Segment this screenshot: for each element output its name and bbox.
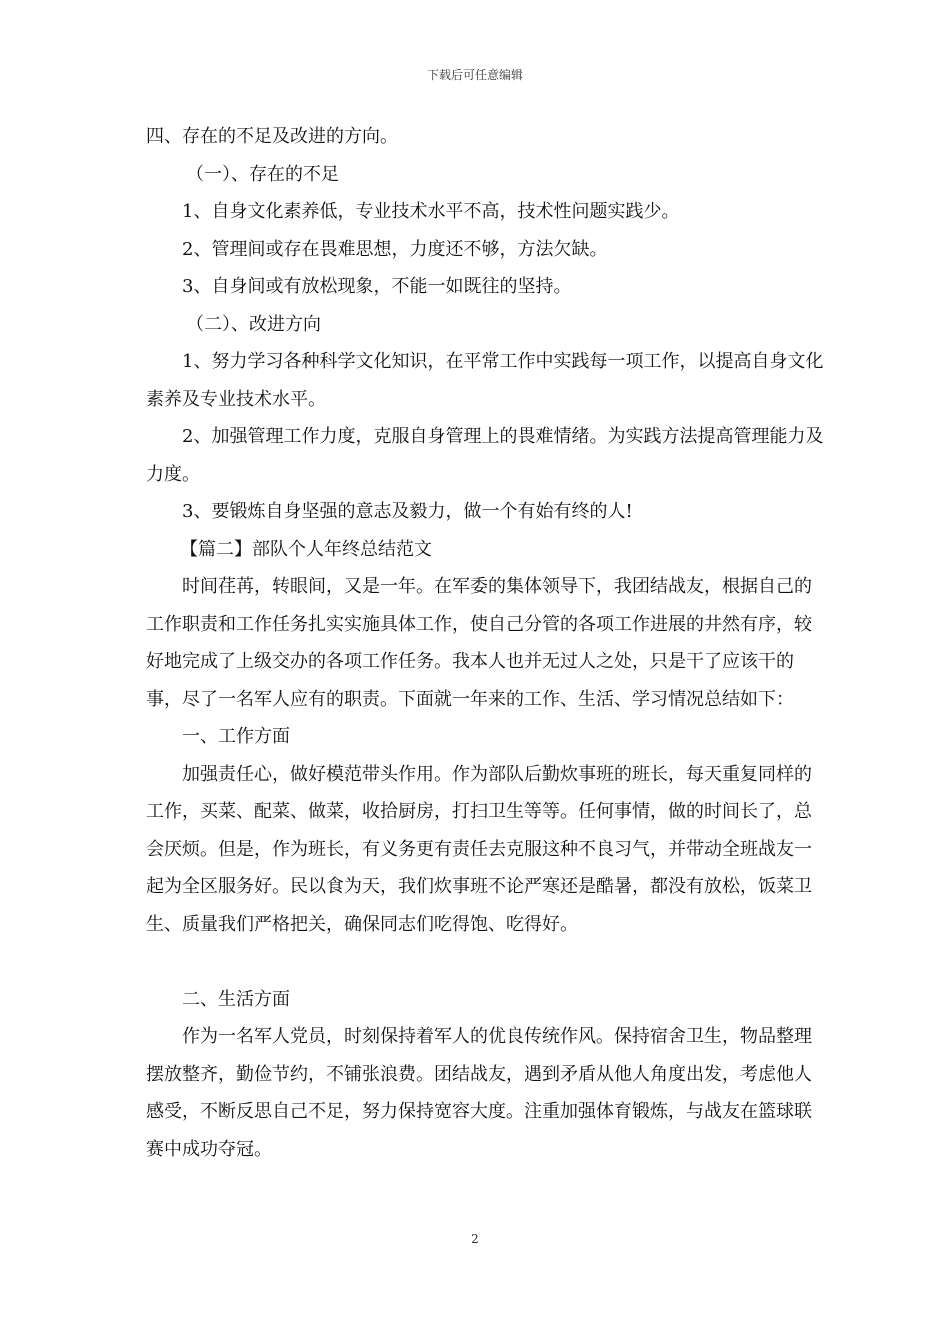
page-number: 2: [471, 1232, 479, 1246]
list-item: 1、努力学习各种科学文化知识，在平常工作中实践每一项工作，以提高自身文化素养及专业技术水平。: [146, 351, 824, 410]
section-heading: 一、工作方面: [182, 726, 290, 747]
page-header: 下载后可任意编辑: [426, 68, 523, 82]
body-paragraph: 作为一名军人党员，时刻保持着军人的优良传统作风。保持宿舍卫生，物品整理摆放整齐，勤俭节约，不铺张浪费。团结战友，遇到矛盾从他人角度出发，考虑他人感受，不断反思自己不足，努力保持宽容大度。注重加强体育锻炼，与战友在篮球联赛中成功夺冠。: [146, 1026, 812, 1160]
list-item: 2、管理间或存在畏难思想，力度还不够，方法欠缺。: [182, 238, 608, 260]
body-paragraph: 时间荏苒，转眼间，又是一年。在军委的集体领导下，我团结战友，根据自己的工作职责和工作任务扎实实施具体工作，使自己分管的各项工作进展的井然有序，较好地完成了上级交办的各项工作任务。我本人也并无过人之处，只是干了应该干的事，尽了一名军人应有的职责。下面就一年来的工作、生活、学习情况总结如下：: [146, 576, 812, 710]
article-title: 【篇二】部队个人年终总结范文: [180, 538, 432, 560]
subsection-heading: （一）、存在的不足: [186, 163, 339, 185]
subsection-heading: （二）、改进方向: [186, 313, 321, 335]
document-body: [146, 118, 826, 1168]
paragraph-spacer: [146, 943, 826, 981]
list-item: 2、加强管理工作力度，克服自身管理上的畏难情绪。为实践方法提高管理能力及力度。: [146, 426, 824, 485]
section-heading: 二、生活方面: [182, 988, 290, 1010]
list-item: 1、自身文化素养低，专业技术水平不高，技术性问题实践少。: [182, 201, 680, 222]
body-paragraph: 加强责任心，做好模范带头作用。作为部队后勤炊事班的班长，每天重复同样的工作，买菜、配菜、做菜，收拾厨房，打扫卫生等等。任何事情，做的时间长了，总会厌烦。但是，作为班长，有义务更有责任去克服这种不良习气，并带动全班战友一起为全区服务好。民以食为天，我们炊事班不论严寒还是酷暑，都没有放松，饭菜卫生、质量我们严格把关，确保同志们吃得饱、吃得好。: [146, 763, 812, 935]
list-item: 3、要锻炼自身坚强的意志及毅力，做一个有始有终的人!: [182, 501, 633, 522]
list-item: 3、自身间或有放松现象，不能一如既往的坚持。: [182, 276, 572, 297]
section-heading: 四、存在的不足及改进的方向。: [146, 126, 398, 147]
